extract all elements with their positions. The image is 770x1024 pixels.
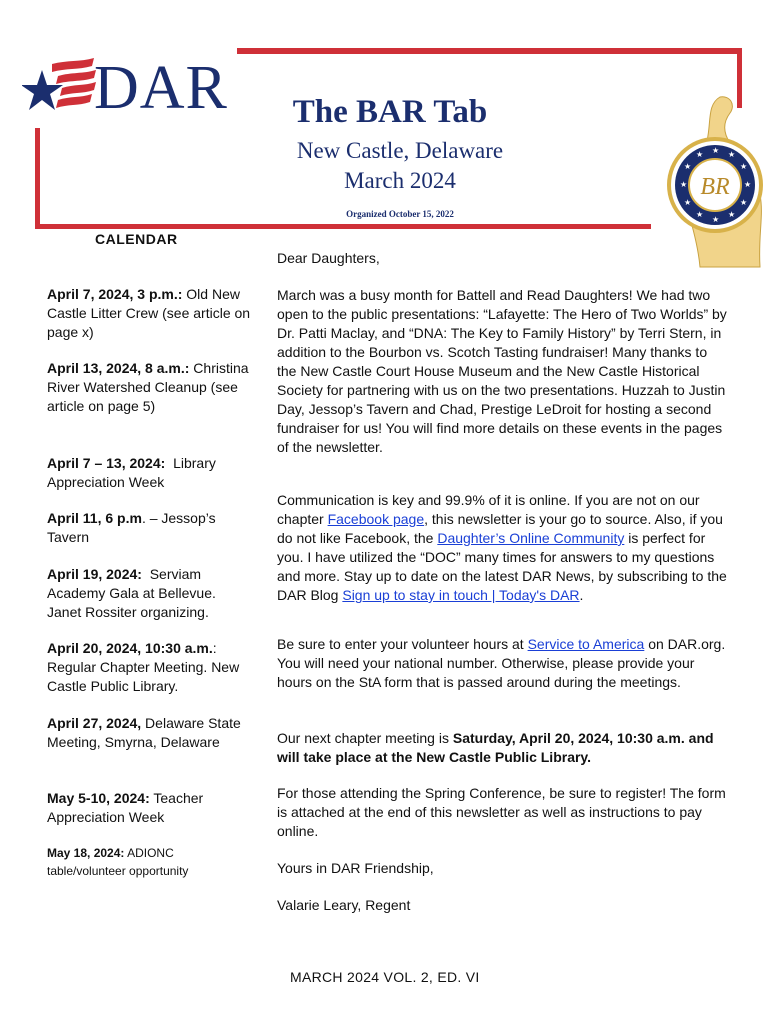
calendar-event xyxy=(47,454,252,492)
star-stripes-icon xyxy=(22,56,102,120)
event-date: April 27, 2024, xyxy=(47,715,142,731)
page-footer: MARCH 2024 VOL. 2, ED. VI xyxy=(290,969,480,985)
calendar-event xyxy=(47,639,252,696)
salutation: Dear Daughters, xyxy=(277,250,380,266)
location: New Castle, Delaware xyxy=(296,138,504,163)
meeting-details: Saturday, April 20, 2024, 10:30 a.m. and will take place at the New Castle Public Library. xyxy=(277,730,714,765)
svg-text:★: ★ xyxy=(728,150,736,159)
event-date: April 7 – 13, 2024: xyxy=(47,455,166,471)
letter-paragraph-5: For those attending the Spring Conference, be sure to register! The form is attached at the end of this newsletter as well as instructions to pay online. xyxy=(277,785,726,839)
event-date: April 19, 2024: xyxy=(47,566,142,582)
logo-text: DAR xyxy=(94,54,228,122)
calendar-event xyxy=(47,285,252,342)
event-text: Christina River Watershed Cleanup (see article on page 5) xyxy=(47,360,249,414)
event-text: : Regular Chapter Meeting. New Castle Public Library. xyxy=(47,640,240,694)
calendar-event xyxy=(47,509,252,547)
letter-paragraph-4: Our next chapter meeting is Saturday, April 20, 2024, 10:30 a.m. and will take place at the New Castle Public Library. xyxy=(277,730,714,765)
svg-text:★: ★ xyxy=(684,198,692,207)
issue-date: March 2024 xyxy=(344,168,456,193)
svg-text:★: ★ xyxy=(740,198,748,207)
event-text: . – Jessop’s Tavern xyxy=(47,510,216,545)
event-date: April 13, 2024, 8 a.m.: xyxy=(47,360,190,376)
header-frame-left xyxy=(35,128,40,228)
event-text: Delaware State Meeting, Smyrna, Delaware xyxy=(47,715,241,750)
event-text: Old New Castle Litter Crew (see article on page x) xyxy=(47,286,251,340)
svg-text:★: ★ xyxy=(712,146,720,155)
event-text: Library Appreciation Week xyxy=(47,455,219,490)
calendar-event xyxy=(47,359,252,416)
seal-monogram: BR xyxy=(700,174,730,200)
svg-text:★: ★ xyxy=(712,215,720,224)
chapter-seal xyxy=(660,95,770,270)
online-community-link[interactable]: Daughter’s Online Community xyxy=(437,530,625,546)
event-date: May 18, 2024: xyxy=(47,846,125,860)
event-date: April 11, 6 p.m xyxy=(47,510,142,526)
calendar-event xyxy=(47,714,252,752)
calendar-event xyxy=(47,565,252,622)
dar-blog-link[interactable]: Sign up to stay in touch | Today's DAR xyxy=(342,587,580,603)
svg-text:★: ★ xyxy=(680,180,688,189)
event-date: April 7, 2024, 3 p.m.: xyxy=(47,286,183,302)
calendar-event xyxy=(47,844,237,880)
svg-text:★: ★ xyxy=(684,162,692,171)
letter-paragraph-1: March was a busy month for Battell and Read Daughters! We had two open to the public presentations: “Lafayette: The Hero of Two Worlds” by Dr. Patti Maclay, and “DNA: The Key to Family History” by Terri Stern, in addition to the Bourbon vs. Scotch Tasting fundraiser! Many thanks to the New Castle Court House Museum and the New Castle Historical Society for partnering with us on the two presentations. Huzzah to Justin Day, Jessop’s Tavern and Chad, Prestige LeDroit for hosting a second fundraiser for us! You will find more details on these events in the pages of the newsletter. xyxy=(277,287,727,455)
signature: Valarie Leary, Regent xyxy=(277,897,411,913)
newsletter-subtitle xyxy=(250,136,550,196)
svg-text:★: ★ xyxy=(696,210,704,219)
letter-paragraph-3: Be sure to enter your volunteer hours at Service to America on DAR.org. You will need your national number. Otherwise, please provide your hours on the StA form that is passed around during the meetings. xyxy=(277,636,726,690)
event-text: ADIONC table/volunteer opportunity xyxy=(47,846,189,878)
event-text: Serviam Academy Gala at Bellevue. Janet Rossiter organizing. xyxy=(47,566,220,620)
svg-text:★: ★ xyxy=(740,162,748,171)
svg-text:★: ★ xyxy=(696,150,704,159)
dar-logo xyxy=(22,56,232,120)
event-text: Teacher Appreciation Week xyxy=(47,790,204,825)
header-frame-bottom xyxy=(35,224,651,229)
event-date: April 20, 2024, 10:30 a.m. xyxy=(47,640,213,656)
svg-text:★: ★ xyxy=(744,180,752,189)
organized-date: Organized October 15, 2022 xyxy=(346,209,454,219)
letter-paragraph-2: Communication is key and 99.9% of it is online. If you are not on our chapter Facebook page, this newsletter is your go to source. Also, if you do not like Facebook, the Daughter’s Online Community is perfect for you. I have utilized the “DOC” many times for answers to my questions and more. Stay up to date on the latest DAR News, by subscribing to the DAR Blog Sign up to stay in touch | Today's DAR. xyxy=(277,492,727,603)
event-date: May 5-10, 2024: xyxy=(47,790,150,806)
service-to-america-link[interactable]: Service to America xyxy=(527,636,645,652)
svg-text:★: ★ xyxy=(728,210,736,219)
closing: Yours in DAR Friendship, xyxy=(277,860,434,876)
calendar-event xyxy=(47,789,252,827)
facebook-link[interactable]: Facebook page xyxy=(327,511,425,527)
newsletter-title: The BAR Tab xyxy=(292,94,488,130)
calendar-heading: CALENDAR xyxy=(95,231,178,247)
header-frame-top xyxy=(237,48,742,54)
